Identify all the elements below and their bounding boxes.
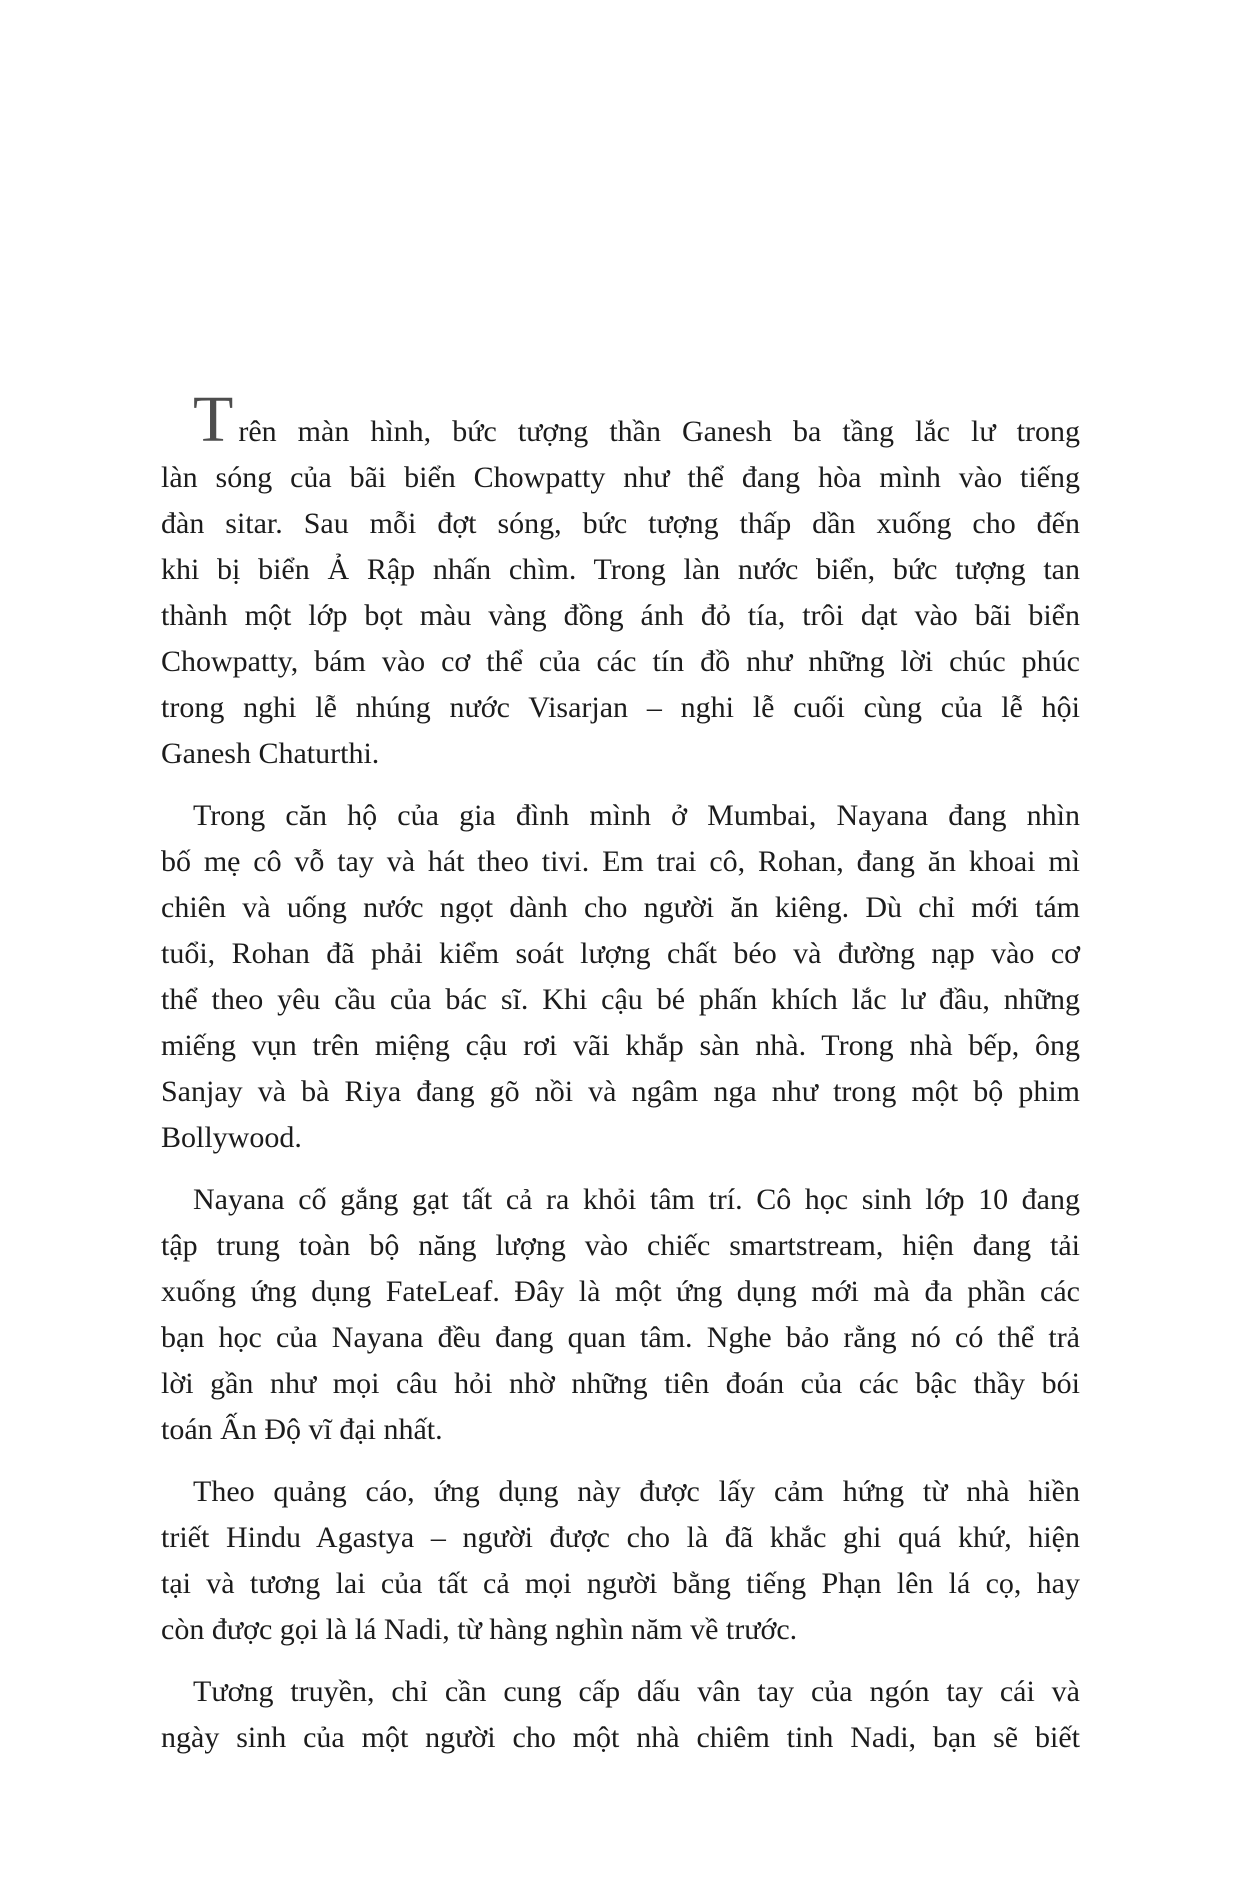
paragraph-line: Theo quảng cáo, ứng dụng này được lấy cảm hứng từ nhà hiền — [193, 1475, 1080, 1508]
paragraph — [161, 1177, 1080, 1453]
paragraph-line: làn sóng của bãi biển Chowpatty như thể đang hòa mình vào tiếng — [161, 461, 1080, 494]
paragraph-line: Nayana cố gắng gạt tất cả ra khỏi tâm trí. Cô học sinh lớp 10 đang — [193, 1183, 1080, 1216]
drop-cap: T — [193, 383, 234, 456]
paragraph-line: thành một lớp bọt màu vàng đồng ánh đỏ tía, trôi dạt vào bãi biển — [161, 599, 1080, 632]
paragraph-line: thể theo yêu cầu của bác sĩ. Khi cậu bé phấn khích lắc lư đầu, những — [161, 983, 1080, 1016]
paragraph-line: miếng vụn trên miệng cậu rơi vãi khắp sàn nhà. Trong nhà bếp, ông — [161, 1029, 1080, 1062]
paragraph — [161, 1469, 1080, 1653]
paragraph-line: tập trung toàn bộ năng lượng vào chiếc smartstream, hiện đang tải — [161, 1229, 1080, 1262]
book-page — [161, 383, 1080, 1761]
paragraph-line: bạn học của Nayana đều đang quan tâm. Nghe bảo rằng nó có thể trả — [161, 1321, 1080, 1354]
paragraph-line: đàn sitar. Sau mỗi đợt sóng, bức tượng thấp dần xuống cho đến — [161, 507, 1080, 540]
paragraph-line: chiên và uống nước ngọt dành cho người ăn kiêng. Dù chỉ mới tám — [161, 891, 1080, 924]
paragraph-line: bố mẹ cô vỗ tay và hát theo tivi. Em trai cô, Rohan, đang ăn khoai mì — [161, 845, 1080, 878]
line-text: rên màn hình, bức tượng thần Ganesh ba tầng lắc lư trong — [238, 415, 1080, 448]
paragraph — [161, 793, 1080, 1161]
paragraph-line: trong nghi lễ nhúng nước Visarjan – nghi lễ cuối cùng của lễ hội — [161, 691, 1080, 724]
paragraph-line: Chowpatty, bám vào cơ thể của các tín đồ như những lời chúc phúc — [161, 645, 1080, 678]
paragraph-line: Bollywood. — [161, 1121, 302, 1154]
paragraph — [161, 383, 1080, 777]
paragraph-line: Trong căn hộ của gia đình mình ở Mumbai, Nayana đang nhìn — [193, 799, 1080, 832]
paragraph-line: lời gần như mọi câu hỏi nhờ những tiên đoán của các bậc thầy bói — [161, 1367, 1080, 1400]
paragraph-line: còn được gọi là lá Nadi, từ hàng nghìn năm về trước. — [161, 1613, 798, 1646]
paragraph-line: tuổi, Rohan đã phải kiểm soát lượng chất béo và đường nạp vào cơ — [161, 937, 1080, 970]
paragraph-line: xuống ứng dụng FateLeaf. Đây là một ứng dụng mới mà đa phần các — [161, 1275, 1080, 1308]
paragraph-line: Sanjay và bà Riya đang gõ nồi và ngâm nga như trong một bộ phim — [161, 1075, 1080, 1108]
paragraph-line: khi bị biển Ả Rập nhấn chìm. Trong làn nước biển, bức tượng tan — [161, 553, 1080, 586]
paragraph-line: toán Ấn Độ vĩ đại nhất. — [161, 1413, 443, 1446]
paragraph — [161, 1669, 1080, 1761]
paragraph-line: Tương truyền, chỉ cần cung cấp dấu vân tay của ngón tay cái và — [193, 1675, 1080, 1708]
paragraph-line: Ganesh Chaturthi. — [161, 737, 380, 770]
paragraph-line — [161, 383, 1080, 456]
paragraph-line: tại và tương lai của tất cả mọi người bằng tiếng Phạn lên lá cọ, hay — [161, 1567, 1080, 1600]
paragraph-line: triết Hindu Agastya – người được cho là đã khắc ghi quá khứ, hiện — [161, 1521, 1080, 1554]
paragraph-line: ngày sinh của một người cho một nhà chiêm tinh Nadi, bạn sẽ biết — [161, 1721, 1080, 1754]
